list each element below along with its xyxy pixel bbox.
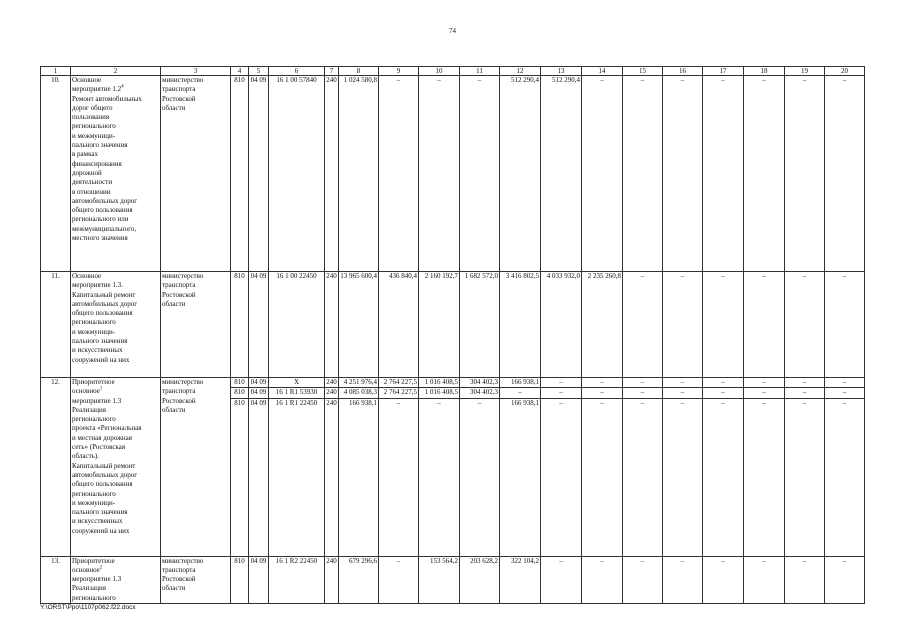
cell-col-9: 436 840,4 [379, 272, 419, 378]
measure-name-text: дорог общего [72, 103, 113, 112]
measure-name-line [72, 113, 159, 122]
cell-col-11: 203 628,2 [460, 556, 500, 603]
cell-col-15: – [623, 272, 663, 378]
measure-name-text: общего пользования [72, 309, 133, 318]
measure-name-text: Капитальный ремонт [72, 461, 136, 470]
measure-name-text: мероприятие 1.2 [72, 85, 122, 94]
measure-name-text: основное [72, 387, 100, 396]
executor-line: министерство [162, 76, 204, 84]
cell-col-16: – [663, 76, 703, 272]
executor-line: области [162, 584, 186, 593]
cell-col-8: 13 965 600,4 [339, 272, 379, 378]
measure-name-text: пального значения [72, 141, 128, 150]
cell-col-9: 2 764 227,5 [379, 378, 419, 388]
cell-col-20: – [825, 398, 865, 556]
measure-name-text: Ремонт автомобильных [72, 94, 142, 103]
measure-name-text: сооружений на них [72, 526, 130, 535]
measure-name-line [72, 415, 159, 424]
measure-name-text: автомобильных дорог [72, 196, 138, 205]
cell-col-10: – [419, 398, 460, 556]
cell-col-17: – [703, 76, 744, 272]
cell-col-6: 16 1 R1 53930 [269, 388, 325, 398]
measure-name-line [72, 318, 159, 327]
measure-name-line [72, 462, 159, 471]
measure-name-line [72, 443, 159, 452]
column-header: 15 [623, 67, 663, 76]
responsible-executor [161, 378, 231, 557]
column-header: 18 [744, 67, 785, 76]
measure-name-line [72, 197, 159, 206]
measure-name-line [72, 291, 159, 300]
measure-name-line [72, 178, 159, 187]
cell-col-10: 1 016 408,5 [419, 388, 460, 398]
cell-col-17: – [703, 378, 744, 388]
cell-col-13: – [541, 388, 582, 398]
measure-name-line [72, 557, 159, 566]
cell-col-12: 166 938,1 [500, 398, 541, 556]
cell-col-12: 322 104,2 [500, 556, 541, 603]
column-header: 3 [161, 67, 231, 76]
measure-name-text: деятельности [72, 178, 113, 187]
measure-name-text: автомобильных дорог [72, 470, 138, 479]
responsible-executor [161, 76, 231, 272]
cell-col-4: 810 [231, 556, 249, 603]
column-header: 6 [269, 67, 325, 76]
cell-col-5: 04 09 [249, 272, 269, 378]
cell-col-9: – [379, 398, 419, 556]
executor-line: министерство [162, 272, 204, 280]
executor-line: Ростовской [162, 290, 196, 299]
measure-name-text: Капитальный ремонт [72, 290, 136, 299]
cell-col-14: – [582, 378, 623, 388]
page-number: 74 [449, 27, 456, 35]
column-header: 1 [41, 67, 71, 76]
executor-line: транспорта [162, 565, 196, 574]
cell-col-11: – [460, 398, 500, 556]
measure-name-text: в рамках [72, 150, 98, 159]
column-header: 9 [379, 67, 419, 76]
cell-col-17: – [703, 398, 744, 556]
measure-name-text: общего пользования [72, 480, 133, 489]
measure-name-text: основное [72, 565, 100, 574]
measure-name-line [72, 206, 159, 215]
responsible-executor [161, 556, 231, 603]
cell-col-4: 810 [231, 272, 249, 378]
cell-col-16: – [663, 378, 703, 388]
measure-name-line [72, 328, 159, 337]
cell-col-5: 04 09 [249, 378, 269, 388]
column-header: 17 [703, 67, 744, 76]
cell-col-8: 166 938,1 [339, 398, 379, 556]
cell-col-14: – [582, 398, 623, 556]
cell-col-4: 810 [231, 388, 249, 398]
cell-col-15: – [623, 398, 663, 556]
cell-col-12: 3 416 802,5 [500, 272, 541, 378]
row-number: 12. [41, 378, 71, 557]
measure-name-text: в отношении [72, 187, 111, 196]
measure-name-text: мероприятие 1.3 [72, 575, 122, 584]
measure-name-text: Реализация [72, 405, 106, 414]
measure-name-line [72, 424, 159, 433]
cell-col-18: – [744, 388, 785, 398]
measure-name-line [72, 471, 159, 480]
measure-name-line [72, 234, 159, 243]
column-header: 20 [825, 67, 865, 76]
measure-name-text: и межмуници- [72, 131, 116, 140]
cell-col-18: – [744, 378, 785, 388]
cell-col-15: – [623, 378, 663, 388]
column-header: 8 [339, 67, 379, 76]
cell-col-5: 04 09 [249, 388, 269, 398]
column-header: 12 [500, 67, 541, 76]
cell-col-15: – [623, 556, 663, 603]
measure-name-line [72, 575, 159, 584]
cell-col-19: – [785, 398, 825, 556]
cell-col-19: – [785, 76, 825, 272]
cell-col-11: 304 402,3 [460, 388, 500, 398]
measure-name-text: регионального [72, 415, 116, 424]
cell-col-12: – [500, 388, 541, 398]
measure-name-text: регионального [72, 593, 116, 602]
measure-name-line [72, 566, 159, 575]
executor-line: области [162, 103, 186, 112]
column-header: 14 [582, 67, 623, 76]
measure-name-line [72, 95, 159, 104]
row-number: 10. [41, 76, 71, 272]
cell-col-17: – [703, 388, 744, 398]
cell-col-19: – [785, 378, 825, 388]
executor-line: области [162, 299, 186, 308]
measure-name-text: область). [72, 452, 99, 461]
cell-col-7: 240 [326, 378, 337, 386]
measure-name-line [72, 309, 159, 318]
cell-col-19: – [785, 272, 825, 378]
measure-name-line [72, 76, 159, 85]
table-row [41, 378, 865, 388]
cell-col-4: 810 [231, 76, 249, 272]
footnote-marker: 2 [99, 565, 103, 571]
measure-name-line [72, 434, 159, 443]
cell-col-6: 16 1 R1 22450 [269, 398, 325, 556]
program-table [40, 66, 865, 604]
measure-name-text: Основное [72, 76, 102, 84]
measure-name-line [72, 337, 159, 346]
measure-name-text: проекта «Региональная [72, 424, 142, 433]
measure-name-text: пользования [72, 113, 110, 122]
responsible-executor [161, 272, 231, 378]
measure-name-line [72, 141, 159, 150]
cell-col-14: – [582, 76, 623, 272]
cell-col-11: 304 402,3 [460, 378, 500, 388]
cell-col-11: – [460, 76, 500, 272]
cell-col-10: 153 564,2 [419, 556, 460, 603]
measure-name-text: местного значения [72, 234, 128, 243]
measure-name-line [72, 499, 159, 508]
executor-line: Ростовской [162, 94, 196, 103]
measure-name-text: дорожной [72, 168, 102, 177]
cell-col-6: 16 1 00 22450 [269, 272, 325, 378]
cell-col-14: – [582, 388, 623, 398]
column-header: 7 [325, 67, 339, 76]
cell-col-18: – [744, 272, 785, 378]
cell-col-18: – [744, 76, 785, 272]
program-table-frame [40, 66, 864, 600]
measure-name-line [72, 300, 159, 309]
measure-name-text: сооружений на них [72, 355, 130, 364]
cell-col-18: – [744, 398, 785, 556]
cell-col-7: 240 [326, 388, 337, 397]
measure-name-line [72, 215, 159, 224]
measure-name-line [72, 527, 159, 536]
measure-name [71, 272, 161, 378]
cell-col-8: 1 024 580,8 [339, 76, 379, 272]
cell-col-17: – [703, 272, 744, 378]
cell-col-20: – [825, 378, 865, 388]
cell-col-20: – [825, 272, 865, 378]
measure-name-line [72, 356, 159, 365]
measure-name-text: и межмуници- [72, 498, 116, 507]
measure-name-line [72, 272, 159, 281]
executor-line: области [162, 405, 186, 414]
executor-line: министерство [162, 556, 204, 565]
cell-col-9: 2 764 227,5 [379, 388, 419, 398]
cell-col-6: 16 1 R2 22450 [269, 556, 325, 603]
column-header: 19 [785, 67, 825, 76]
measure-name-text: межмуниципального, [72, 224, 137, 233]
executor-line: министерство [162, 378, 204, 386]
row-number: 13. [41, 556, 71, 603]
measure-name-line [72, 104, 159, 113]
cell-col-10: 1 016 408,5 [419, 378, 460, 388]
column-header: 10 [419, 67, 460, 76]
footnote-marker: 4 [121, 84, 124, 90]
measure-name-line [72, 452, 159, 461]
column-header: 2 [71, 67, 161, 76]
cell-col-5: 04 09 [249, 556, 269, 603]
cell-col-13: 4 033 932,0 [541, 272, 582, 378]
table-row [41, 556, 865, 603]
cell-col-6: Х [269, 378, 325, 388]
cell-col-16: – [663, 388, 703, 398]
measure-name-text: пального значения [72, 508, 128, 517]
measure-name-line [72, 378, 159, 387]
cell-col-7: 240 [325, 398, 339, 556]
cell-col-5: 04 09 [249, 398, 269, 556]
measure-name-line [72, 397, 159, 406]
row-number: 11. [41, 272, 71, 378]
measure-name [71, 378, 161, 557]
footnote-marker: 1 [99, 386, 103, 392]
measure-name-text: регионального [72, 318, 116, 327]
cell-col-6: 16 1 00 57840 [269, 76, 325, 272]
measure-name-line [72, 85, 159, 94]
measure-name-text: финансирования [72, 159, 122, 168]
cell-col-12: 512 290,4 [500, 76, 541, 272]
measure-name [71, 556, 161, 603]
column-number-header-row [41, 67, 865, 76]
table-row [41, 272, 865, 378]
cell-col-14: – [582, 556, 623, 603]
column-header: 16 [663, 67, 703, 76]
cell-col-8: 4 251 976,4 [339, 378, 379, 388]
column-header: 4 [231, 67, 249, 76]
measure-name-text: сеть» (Ростовская [72, 443, 126, 452]
cell-col-15: – [623, 388, 663, 398]
executor-line: Ростовской [162, 575, 196, 584]
cell-col-16: – [663, 398, 703, 556]
measure-name-line [72, 387, 159, 396]
cell-col-15: – [623, 76, 663, 272]
cell-col-20: – [825, 556, 865, 603]
measure-name-text: регионального [72, 122, 116, 131]
measure-name-line [72, 122, 159, 131]
measure-name-text: и искусственных [72, 517, 123, 526]
cell-col-16: – [663, 556, 703, 603]
measure-name-text: общего пользования [72, 206, 133, 215]
measure-name-line [72, 188, 159, 197]
cell-col-9: – [379, 76, 419, 272]
measure-name-line [72, 584, 159, 593]
measure-name [71, 76, 161, 272]
cell-col-8: 679 296,6 [339, 556, 379, 603]
measure-name-text: мероприятие 1.3. [72, 281, 123, 290]
measure-name-text: Реализация [72, 584, 106, 593]
column-header: 11 [460, 67, 500, 76]
cell-col-20: – [825, 388, 865, 398]
cell-col-13: – [541, 556, 582, 603]
cell-col-4: 810 [231, 378, 249, 388]
measure-name-text: Приоритетное [72, 556, 115, 565]
cell-col-16: – [663, 272, 703, 378]
executor-line: транспорта [162, 387, 196, 396]
cell-col-20: – [825, 76, 865, 272]
executor-line: транспорта [162, 85, 196, 94]
cell-col-10: – [419, 76, 460, 272]
measure-name-line [72, 594, 159, 603]
measure-name-line [72, 406, 159, 415]
cell-col-14: 2 235 260,8 [582, 272, 623, 378]
measure-name-line [72, 169, 159, 178]
cell-col-10: 2 160 192,7 [419, 272, 460, 378]
cell-col-19: – [785, 556, 825, 603]
cell-col-5: 04 09 [249, 76, 269, 272]
cell-col-13: 512 290,4 [541, 76, 582, 272]
measure-name-text: регионального или [72, 215, 129, 224]
cell-col-4: 810 [231, 398, 249, 556]
measure-name-text: и искусственных [72, 346, 123, 355]
cell-col-8: 4 085 038,3 [339, 388, 379, 398]
cell-col-11: 1 682 572,0 [460, 272, 500, 378]
measure-name-line [72, 480, 159, 489]
measure-name-line [72, 160, 159, 169]
cell-col-13: – [541, 398, 582, 556]
cell-col-18: – [744, 556, 785, 603]
table-row [41, 76, 865, 272]
cell-col-9: – [379, 556, 419, 603]
measure-name-line [72, 281, 159, 290]
measure-name-line [72, 225, 159, 234]
measure-name-text: автомобильных дорог [72, 299, 138, 308]
measure-name-line [72, 132, 159, 141]
measure-name-text: регионального [72, 489, 116, 498]
measure-name-line [72, 150, 159, 159]
cell-col-13: – [541, 378, 582, 388]
measure-name-line [72, 517, 159, 526]
cell-col-17: – [703, 556, 744, 603]
cell-col-12: 166 938,1 [500, 378, 541, 388]
cell-col-19: – [785, 388, 825, 398]
cell-col-7: 240 [325, 556, 339, 603]
measure-name-line [72, 346, 159, 355]
executor-line: транспорта [162, 281, 196, 290]
measure-name-line [72, 508, 159, 517]
table-body [41, 76, 865, 604]
column-header: 13 [541, 67, 582, 76]
footer-file-path: Y:\ORST\Ppo\1107p062.f22.docx [40, 604, 136, 611]
measure-name-text: мероприятие 1.3 [72, 396, 122, 405]
measure-name-text: Основное [72, 272, 102, 280]
measure-name-text: Приоритетное [72, 378, 115, 386]
measure-name-text: пального значения [72, 337, 128, 346]
cell-col-7: 240 [325, 76, 339, 272]
measure-name-text: и местная дорожная [72, 433, 132, 442]
cell-col-7: 240 [325, 272, 339, 378]
measure-name-line [72, 490, 159, 499]
column-header: 5 [249, 67, 269, 76]
executor-line: Ростовской [162, 396, 196, 405]
measure-name-text: и межмуници- [72, 327, 116, 336]
